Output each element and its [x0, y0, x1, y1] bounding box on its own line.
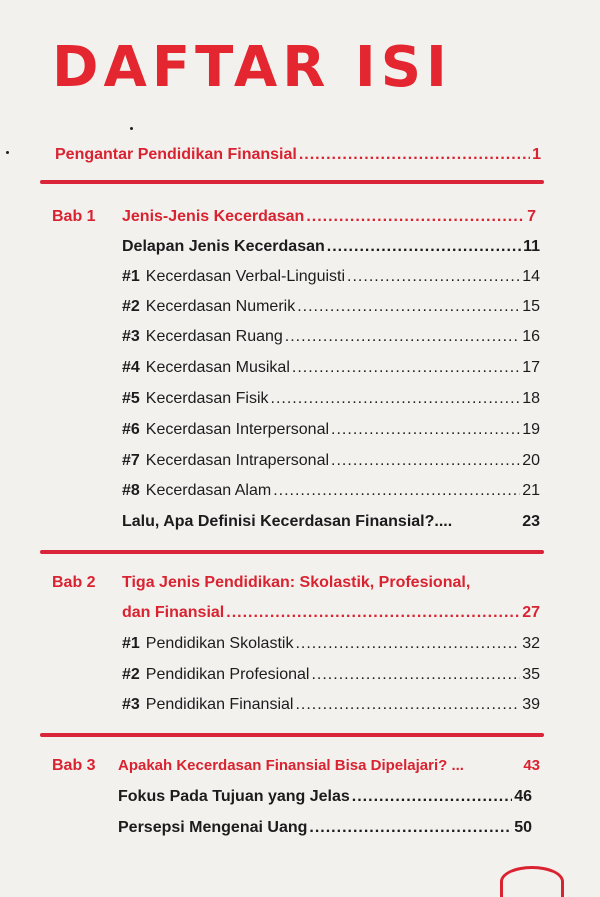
toc-entry-label: dan Finansial [122, 604, 225, 621]
toc-entry-label: Kecerdasan Ruang [145, 328, 283, 345]
toc-entry-label: Fokus Pada Tujuan yang Jelas [118, 788, 350, 805]
toc-chapter-3[interactable] [118, 756, 540, 776]
toc-entry-label: Kecerdasan Alam [145, 482, 272, 499]
toc-entry-page: 21 [522, 482, 540, 499]
leader-dots [285, 327, 520, 347]
toc-entry-page: 39 [522, 696, 540, 713]
toc-entry-page: 20 [522, 452, 540, 469]
toc-entry-page: 7 [527, 208, 536, 225]
toc-entry[interactable] [122, 481, 540, 501]
toc-entry-label: Kecerdasan Interpersonal [145, 421, 330, 438]
toc-entry-page: 15 [522, 298, 540, 315]
toc-entry-number: #4 [122, 359, 140, 376]
toc-entry-label: Pendidikan Skolastik [145, 635, 294, 652]
toc-entry[interactable] [122, 358, 540, 378]
toc-entry-number: #6 [122, 421, 140, 438]
leader-dots [331, 451, 520, 471]
leader-dots [309, 818, 512, 838]
chapter-label: Bab 3 [52, 757, 96, 774]
toc-entry-number: #2 [122, 298, 140, 315]
toc-entry-number: #8 [122, 482, 140, 499]
toc-entry[interactable] [118, 787, 532, 807]
toc-entry-number: #1 [122, 268, 140, 285]
toc-entry-page: 14 [522, 268, 540, 285]
toc-entry-number: #3 [122, 328, 140, 345]
leader-dots [306, 207, 525, 227]
leader-dots [226, 603, 520, 623]
toc-entry[interactable] [122, 420, 540, 440]
toc-entry-number: #1 [122, 635, 140, 652]
toc-entry-number: #7 [122, 452, 140, 469]
toc-entry[interactable] [122, 512, 540, 532]
leader-dots [331, 420, 520, 440]
toc-entry-label: Delapan Jenis Kecerdasan [122, 238, 325, 255]
leader-dots [297, 297, 520, 317]
toc-entry[interactable] [118, 818, 532, 838]
section-divider [40, 180, 544, 184]
toc-entry-page: 35 [522, 666, 540, 683]
toc-entry[interactable] [122, 327, 540, 347]
toc-entry-label: Tiga Jenis Pendidikan: Skolastik, Profesional, [122, 574, 471, 591]
toc-entry-page: 23 [522, 513, 540, 530]
toc-entry-label: Apakah Kecerdasan Finansial Bisa Dipelajari? ... [118, 757, 464, 774]
toc-entry-page: 32 [522, 635, 540, 652]
toc-entry-page: 46 [514, 788, 532, 805]
page-corner-decoration [500, 866, 564, 897]
toc-entry[interactable] [122, 451, 540, 471]
toc-chapter-2[interactable] [122, 603, 540, 623]
leader-dots [271, 389, 521, 409]
toc-entry-number: #5 [122, 390, 140, 407]
toc-entry[interactable] [122, 634, 540, 654]
toc-entry-page: 16 [522, 328, 540, 345]
leader-dots [347, 267, 520, 287]
leader-dots [311, 665, 520, 685]
toc-chapter-1[interactable] [122, 207, 536, 227]
leader-dots [352, 787, 512, 807]
toc-entry-page: 11 [523, 238, 540, 255]
toc-entry[interactable] [122, 267, 540, 287]
leader-dots [295, 695, 520, 715]
toc-entry-label: Pengantar Pendidikan Finansial [55, 146, 297, 163]
leader-dots [292, 358, 520, 378]
toc-entry[interactable] [122, 665, 540, 685]
leader-dots [327, 237, 521, 257]
toc-entry[interactable] [122, 389, 540, 409]
toc-entry-page: 27 [522, 604, 540, 621]
leader-dots [299, 145, 530, 165]
toc-entry-number: #3 [122, 696, 140, 713]
toc-entry-label: Kecerdasan Intrapersonal [145, 452, 330, 469]
toc-entry-label: Kecerdasan Verbal-Linguisti [145, 268, 346, 285]
section-divider [40, 550, 544, 554]
leader-dots [273, 481, 520, 501]
toc-entry-page: 50 [514, 819, 532, 836]
chapter-label: Bab 2 [52, 574, 96, 591]
toc-entry[interactable] [122, 297, 540, 317]
toc-entry-label: Persepsi Mengenai Uang [118, 819, 308, 836]
toc-entry[interactable] [122, 237, 540, 257]
print-speck [130, 127, 133, 130]
section-divider [40, 733, 544, 737]
toc-entry-page: 19 [522, 421, 540, 438]
toc-entry-label: Pendidikan Profesional [145, 666, 310, 683]
toc-entry-page: 17 [522, 359, 540, 376]
toc-entry-page: 43 [523, 757, 540, 774]
toc-entry-number: #2 [122, 666, 140, 683]
page-title: DAFTAR ISI [52, 35, 452, 100]
leader-dots [295, 634, 520, 654]
toc-entry-intro[interactable] [55, 145, 541, 165]
print-speck [6, 151, 9, 154]
toc-entry-page: 1 [532, 146, 541, 163]
toc-chapter-2-line1[interactable] [122, 573, 542, 593]
toc-entry-label: Kecerdasan Musikal [145, 359, 290, 376]
toc-entry-label: Lalu, Apa Definisi Kecerdasan Finansial?.... [122, 513, 453, 530]
toc-entry-label: Kecerdasan Fisik [145, 390, 269, 407]
toc-entry-label: Kecerdasan Numerik [145, 298, 296, 315]
toc-entry[interactable] [122, 695, 540, 715]
toc-entry-page: 18 [522, 390, 540, 407]
chapter-label: Bab 1 [52, 208, 96, 225]
toc-entry-label: Pendidikan Finansial [145, 696, 294, 713]
toc-entry-label: Jenis-Jenis Kecerdasan [122, 208, 305, 225]
